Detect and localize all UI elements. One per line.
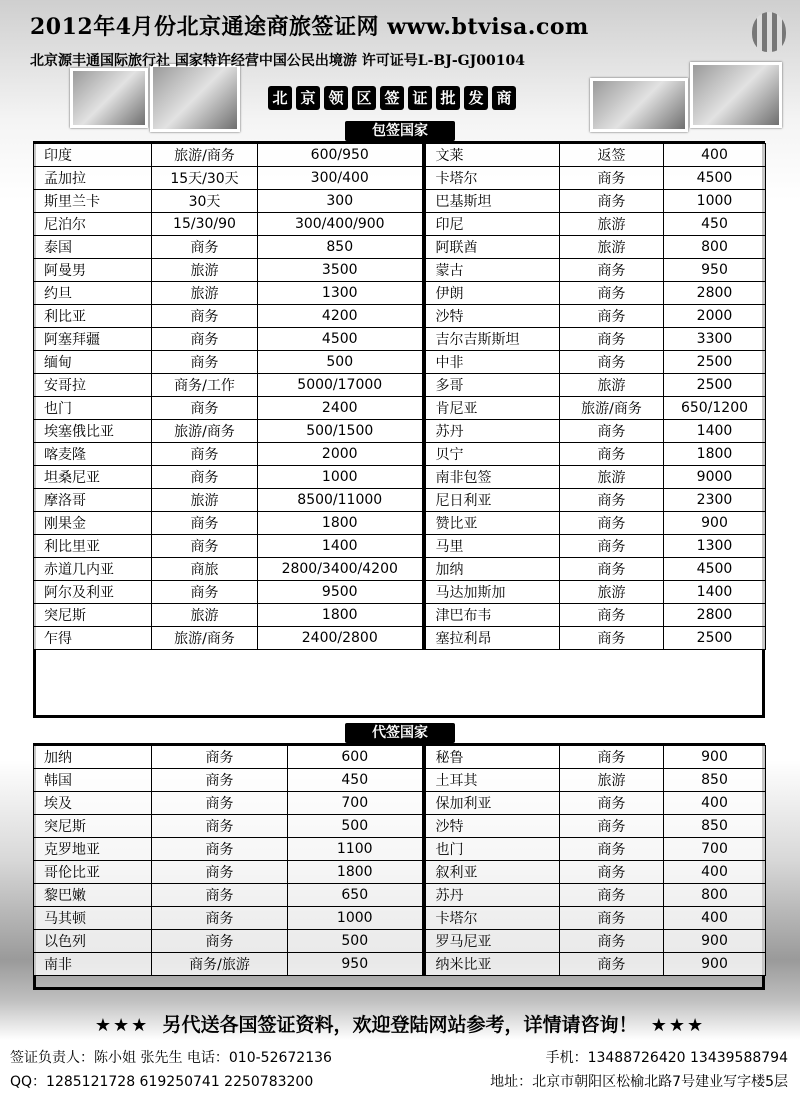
visa-type-cell: 旅游 — [152, 282, 258, 305]
visa-type-cell: 旅游 — [152, 489, 258, 512]
country-cell: 文莱 — [424, 144, 560, 167]
price-cell: 900 — [664, 746, 766, 769]
visa-type-cell: 旅游 — [560, 466, 664, 489]
country-cell: 罗马尼亚 — [424, 930, 560, 953]
visa-type-cell: 旅游 — [560, 581, 664, 604]
price-cell: 1300 — [664, 535, 766, 558]
country-cell: 以色列 — [34, 930, 152, 953]
table-row — [34, 466, 766, 489]
visa-type-cell: 商务 — [560, 792, 664, 815]
country-cell: 蒙古 — [424, 259, 560, 282]
photo-harbor — [590, 78, 688, 132]
price-cell: 400 — [664, 861, 766, 884]
table-row — [34, 953, 766, 976]
price-cell: 2000 — [664, 305, 766, 328]
visa-type-cell: 商务 — [560, 884, 664, 907]
agency-subtitle: 北京源丰通国际旅行社 国家特许经营中国公民出境游 许可证号L-BJ-GJ00104 — [30, 53, 525, 69]
visa-type-cell: 商务 — [152, 512, 258, 535]
price-cell: 850 — [664, 769, 766, 792]
visa-type-cell: 旅游/商务 — [152, 627, 258, 650]
visa-type-cell: 商务 — [152, 466, 258, 489]
country-cell: 利比亚 — [34, 305, 152, 328]
country-cell: 纳米比亚 — [424, 953, 560, 976]
table-row — [34, 861, 766, 884]
price-cell: 2000 — [258, 443, 424, 466]
issuer-char: 证 — [408, 86, 432, 110]
country-cell: 土耳其 — [424, 769, 560, 792]
visa-type-cell: 商务 — [560, 328, 664, 351]
country-cell: 马里 — [424, 535, 560, 558]
price-cell: 9000 — [664, 466, 766, 489]
country-cell: 保加利亚 — [424, 792, 560, 815]
visa-type-cell: 商务 — [152, 443, 258, 466]
issuer-char: 签 — [380, 86, 404, 110]
price-cell: 300/400 — [258, 167, 424, 190]
table-row — [34, 397, 766, 420]
price-cell: 900 — [664, 953, 766, 976]
price-cell: 4200 — [258, 305, 424, 328]
country-cell: 马达加斯加 — [424, 581, 560, 604]
visa-type-cell: 商务 — [560, 604, 664, 627]
price-cell: 950 — [288, 953, 424, 976]
country-cell: 乍得 — [34, 627, 152, 650]
table-row — [34, 259, 766, 282]
price-cell: 1800 — [258, 604, 424, 627]
country-cell: 突尼斯 — [34, 815, 152, 838]
visa-type-cell: 商务 — [152, 236, 258, 259]
package-visa-table — [33, 143, 766, 650]
visa-type-cell: 商务 — [560, 512, 664, 535]
visa-type-cell: 商务 — [560, 420, 664, 443]
country-cell: 津巴布韦 — [424, 604, 560, 627]
visa-type-cell: 旅游 — [560, 213, 664, 236]
table-row — [34, 535, 766, 558]
country-cell: 多哥 — [424, 374, 560, 397]
agency-visa-table — [33, 745, 766, 976]
table-row — [34, 604, 766, 627]
country-cell: 埃塞俄比亚 — [34, 420, 152, 443]
country-cell: 印尼 — [424, 213, 560, 236]
table-row — [34, 443, 766, 466]
issuer-char: 区 — [352, 86, 376, 110]
photo-river-boat — [690, 62, 782, 128]
table-row — [34, 236, 766, 259]
slogan — [0, 1010, 800, 1037]
page-title: 2012年4月份北京通途商旅签证网 www.btvisa.com — [30, 14, 589, 40]
price-cell: 1400 — [664, 420, 766, 443]
table-row — [34, 489, 766, 512]
price-cell: 2500 — [664, 351, 766, 374]
country-cell: 苏丹 — [424, 884, 560, 907]
price-cell: 5000/17000 — [258, 374, 424, 397]
country-cell: 斯里兰卡 — [34, 190, 152, 213]
country-cell: 阿塞拜疆 — [34, 328, 152, 351]
country-cell: 加纳 — [34, 746, 152, 769]
price-cell: 450 — [664, 213, 766, 236]
table-row — [34, 305, 766, 328]
table-row — [34, 792, 766, 815]
visa-type-cell: 旅游 — [560, 769, 664, 792]
table-row — [34, 746, 766, 769]
visa-type-cell: 旅游 — [560, 236, 664, 259]
country-cell: 中非 — [424, 351, 560, 374]
visa-type-cell: 商务 — [560, 489, 664, 512]
issuer-char: 京 — [296, 86, 320, 110]
visa-type-cell: 商务/旅游 — [152, 953, 288, 976]
visa-type-cell: 商务 — [152, 907, 288, 930]
country-cell: 喀麦隆 — [34, 443, 152, 466]
price-cell: 1000 — [664, 190, 766, 213]
price-cell: 400 — [664, 907, 766, 930]
country-cell: 沙特 — [424, 305, 560, 328]
visa-type-cell: 商务 — [560, 443, 664, 466]
price-cell: 500 — [258, 351, 424, 374]
issuer-char: 商 — [492, 86, 516, 110]
price-cell: 600 — [288, 746, 424, 769]
price-cell: 300 — [258, 190, 424, 213]
stars-left: ★★★ — [94, 1015, 150, 1036]
visa-type-cell: 返签 — [560, 144, 664, 167]
table-row — [34, 558, 766, 581]
price-cell: 700 — [664, 838, 766, 861]
table-row — [34, 581, 766, 604]
balloon-icon — [752, 12, 786, 52]
price-cell: 500 — [288, 930, 424, 953]
visa-type-cell: 商旅 — [152, 558, 258, 581]
price-cell: 650/1200 — [664, 397, 766, 420]
price-cell: 8500/11000 — [258, 489, 424, 512]
visa-type-cell: 商务 — [560, 167, 664, 190]
visa-type-cell: 商务 — [152, 884, 288, 907]
country-cell: 孟加拉 — [34, 167, 152, 190]
country-cell: 刚果金 — [34, 512, 152, 535]
contact-mobile: 手机：13488726420 13439588794 — [545, 1050, 788, 1066]
table-row — [34, 190, 766, 213]
country-cell: 约旦 — [34, 282, 152, 305]
country-cell: 也门 — [424, 838, 560, 861]
slogan-text: 另代送各国签证资料，欢迎登陆网站参考，详情请咨询！ — [162, 1014, 638, 1036]
visa-type-cell: 商务 — [152, 305, 258, 328]
visa-type-cell: 商务 — [152, 746, 288, 769]
price-cell: 1400 — [664, 581, 766, 604]
price-cell: 600/950 — [258, 144, 424, 167]
visa-type-cell: 旅游 — [560, 374, 664, 397]
table-row — [34, 512, 766, 535]
photo-temple — [150, 64, 240, 132]
table-row — [34, 627, 766, 650]
country-cell: 苏丹 — [424, 420, 560, 443]
price-cell: 1800 — [258, 512, 424, 535]
country-cell: 秘鲁 — [424, 746, 560, 769]
price-cell: 2300 — [664, 489, 766, 512]
visa-type-cell: 商务 — [152, 581, 258, 604]
price-cell: 450 — [288, 769, 424, 792]
country-cell: 也门 — [34, 397, 152, 420]
visa-type-cell: 旅游 — [152, 259, 258, 282]
visa-type-cell: 商务 — [560, 907, 664, 930]
package-section-label: 包签国家 — [345, 121, 455, 141]
price-cell: 850 — [258, 236, 424, 259]
country-cell: 南非包签 — [424, 466, 560, 489]
country-cell: 埃及 — [34, 792, 152, 815]
country-cell: 尼日利亚 — [424, 489, 560, 512]
country-cell: 塞拉利昂 — [424, 627, 560, 650]
price-cell: 4500 — [258, 328, 424, 351]
visa-type-cell: 商务 — [560, 351, 664, 374]
price-cell: 1100 — [288, 838, 424, 861]
contact-phone: 签证负责人：陈小姐 张先生 电话：010-52672136 — [10, 1050, 332, 1066]
visa-type-cell: 商务 — [152, 769, 288, 792]
country-cell: 赤道几内亚 — [34, 558, 152, 581]
visa-type-cell: 15/30/90 — [152, 213, 258, 236]
country-cell: 哥伦比亚 — [34, 861, 152, 884]
country-cell: 尼泊尔 — [34, 213, 152, 236]
table-row — [34, 144, 766, 167]
issuer-badge-row — [268, 86, 516, 110]
visa-type-cell: 15天/30天 — [152, 167, 258, 190]
visa-type-cell: 商务 — [152, 838, 288, 861]
price-cell: 700 — [288, 792, 424, 815]
country-cell: 韩国 — [34, 769, 152, 792]
issuer-char: 领 — [324, 86, 348, 110]
footer — [0, 1043, 800, 1100]
table-row — [34, 351, 766, 374]
price-cell: 800 — [664, 884, 766, 907]
visa-type-cell: 商务 — [152, 861, 288, 884]
price-cell: 3300 — [664, 328, 766, 351]
stars-right: ★★★ — [650, 1015, 706, 1036]
country-cell: 肯尼亚 — [424, 397, 560, 420]
visa-type-cell: 商务 — [152, 351, 258, 374]
price-cell: 500/1500 — [258, 420, 424, 443]
price-cell: 300/400/900 — [258, 213, 424, 236]
price-cell: 400 — [664, 144, 766, 167]
visa-type-cell: 商务 — [152, 930, 288, 953]
price-cell: 2500 — [664, 627, 766, 650]
header — [0, 0, 800, 140]
price-cell: 800 — [664, 236, 766, 259]
table-row — [34, 167, 766, 190]
visa-type-cell: 旅游/商务 — [560, 397, 664, 420]
visa-type-cell: 商务 — [560, 627, 664, 650]
agency-section-label: 代签国家 — [345, 723, 455, 743]
visa-type-cell: 旅游 — [152, 604, 258, 627]
price-cell: 2800/3400/4200 — [258, 558, 424, 581]
photo-taj-mahal — [70, 68, 148, 128]
country-cell: 沙特 — [424, 815, 560, 838]
visa-type-cell: 商务 — [560, 558, 664, 581]
visa-type-cell: 30天 — [152, 190, 258, 213]
price-cell: 2400/2800 — [258, 627, 424, 650]
visa-type-cell: 商务 — [560, 953, 664, 976]
table-row — [34, 374, 766, 397]
visa-type-cell: 商务 — [560, 861, 664, 884]
visa-type-cell: 旅游/商务 — [152, 420, 258, 443]
visa-type-cell: 商务 — [560, 259, 664, 282]
country-cell: 加纳 — [424, 558, 560, 581]
country-cell: 泰国 — [34, 236, 152, 259]
price-cell: 400 — [664, 792, 766, 815]
country-cell: 摩洛哥 — [34, 489, 152, 512]
country-cell: 贝宁 — [424, 443, 560, 466]
table-row — [34, 907, 766, 930]
country-cell: 坦桑尼亚 — [34, 466, 152, 489]
visa-type-cell: 商务 — [152, 397, 258, 420]
country-cell: 突尼斯 — [34, 604, 152, 627]
issuer-char: 发 — [464, 86, 488, 110]
price-cell: 4500 — [664, 558, 766, 581]
contact-qq: QQ：1285121728 619250741 2250783200 — [10, 1074, 314, 1090]
table-row — [34, 328, 766, 351]
visa-type-cell: 商务 — [560, 838, 664, 861]
price-cell: 950 — [664, 259, 766, 282]
country-cell: 克罗地亚 — [34, 838, 152, 861]
country-cell: 利比里亚 — [34, 535, 152, 558]
price-cell: 4500 — [664, 167, 766, 190]
visa-type-cell: 商务 — [152, 535, 258, 558]
country-cell: 马其顿 — [34, 907, 152, 930]
visa-type-cell: 商务 — [560, 535, 664, 558]
price-cell: 2500 — [664, 374, 766, 397]
visa-type-cell: 旅游/商务 — [152, 144, 258, 167]
country-cell: 安哥拉 — [34, 374, 152, 397]
table-row — [34, 930, 766, 953]
table-row — [34, 884, 766, 907]
price-cell: 900 — [664, 930, 766, 953]
country-cell: 叙利亚 — [424, 861, 560, 884]
table-row — [34, 213, 766, 236]
country-cell: 巴基斯坦 — [424, 190, 560, 213]
price-cell: 1000 — [258, 466, 424, 489]
table-row — [34, 815, 766, 838]
price-cell: 650 — [288, 884, 424, 907]
visa-type-cell: 商务/工作 — [152, 374, 258, 397]
price-cell: 1800 — [664, 443, 766, 466]
price-cell: 2800 — [664, 604, 766, 627]
visa-type-cell: 商务 — [560, 305, 664, 328]
country-cell: 卡塔尔 — [424, 167, 560, 190]
country-cell: 缅甸 — [34, 351, 152, 374]
issuer-char: 批 — [436, 86, 460, 110]
table-row — [34, 420, 766, 443]
country-cell: 吉尔吉斯斯坦 — [424, 328, 560, 351]
price-cell: 1300 — [258, 282, 424, 305]
issuer-char: 北 — [268, 86, 292, 110]
country-cell: 赞比亚 — [424, 512, 560, 535]
price-cell: 1000 — [288, 907, 424, 930]
visa-type-cell: 商务 — [152, 792, 288, 815]
price-cell: 900 — [664, 512, 766, 535]
price-cell: 9500 — [258, 581, 424, 604]
price-cell: 850 — [664, 815, 766, 838]
price-cell: 3500 — [258, 259, 424, 282]
country-cell: 印度 — [34, 144, 152, 167]
price-cell: 2400 — [258, 397, 424, 420]
country-cell: 卡塔尔 — [424, 907, 560, 930]
country-cell: 伊朗 — [424, 282, 560, 305]
visa-type-cell: 商务 — [152, 815, 288, 838]
table-row — [34, 282, 766, 305]
visa-type-cell: 商务 — [560, 930, 664, 953]
price-cell: 1400 — [258, 535, 424, 558]
country-cell: 南非 — [34, 953, 152, 976]
country-cell: 阿联酋 — [424, 236, 560, 259]
visa-type-cell: 商务 — [560, 190, 664, 213]
visa-type-cell: 商务 — [560, 815, 664, 838]
price-cell: 1800 — [288, 861, 424, 884]
country-cell: 阿尔及利亚 — [34, 581, 152, 604]
contact-address: 地址：北京市朝阳区松榆北路7号建业写字楼5层 — [490, 1074, 788, 1090]
visa-type-cell: 商务 — [560, 746, 664, 769]
country-cell: 黎巴嫩 — [34, 884, 152, 907]
visa-type-cell: 商务 — [152, 328, 258, 351]
price-cell: 2800 — [664, 282, 766, 305]
table-row — [34, 838, 766, 861]
country-cell: 阿曼男 — [34, 259, 152, 282]
price-cell: 500 — [288, 815, 424, 838]
visa-type-cell: 商务 — [560, 282, 664, 305]
table-row — [34, 769, 766, 792]
